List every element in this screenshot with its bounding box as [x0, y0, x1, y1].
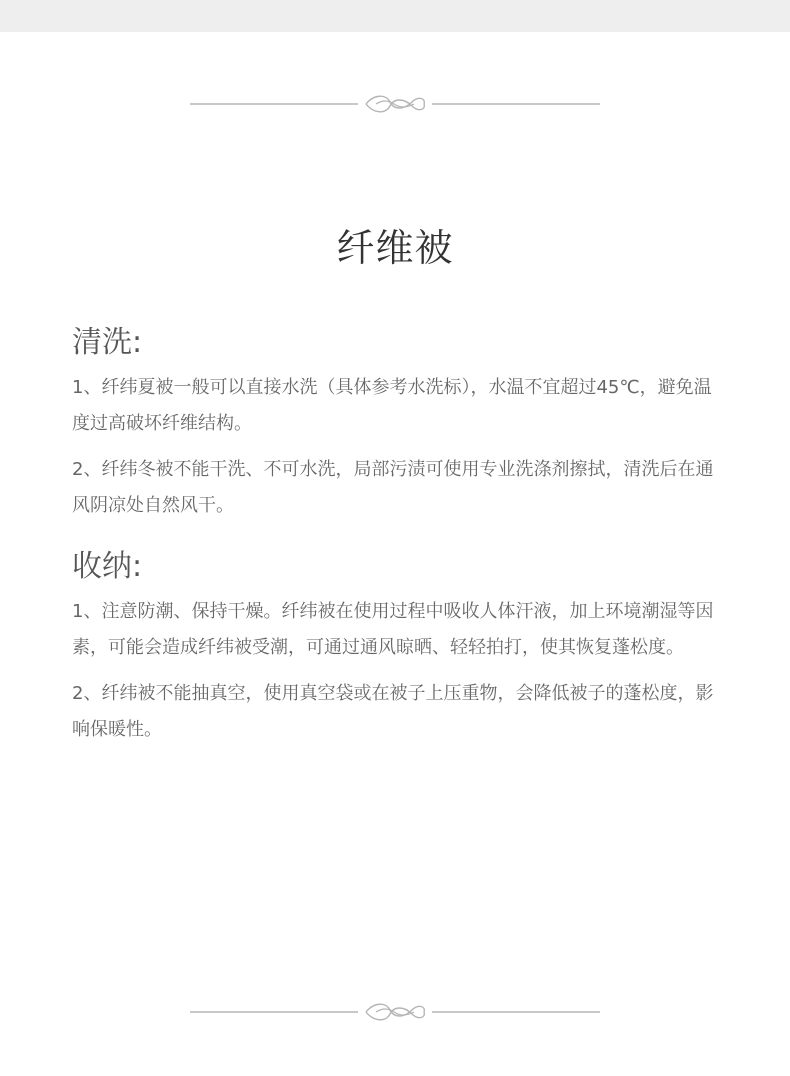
- section-storage: [72, 546, 722, 758]
- section-heading-washing: 清洗:: [72, 325, 143, 360]
- storage-paragraph-1: 1、注意防潮、保持干燥。纤纬被在使用过程中吸收人体汗液，加上环境潮湿等因素，可能会造成纤纬被受潮，可通过通风晾晒、轻轻拍打，使其恢复蓬松度。: [72, 601, 714, 658]
- storage-paragraph-2: 2、纤纬被不能抽真空，使用真空袋或在被子上压重物，会降低被子的蓬松度，影响保暖性。: [72, 683, 714, 740]
- washing-paragraph-1: 1、纤纬夏被一般可以直接水洗（具体参考水洗标），水温不宜超过45℃，避免温度过高破坏纤维结构。: [72, 377, 712, 434]
- section-washing: [72, 322, 722, 534]
- page-title: 纤维被: [336, 226, 454, 270]
- ornament-divider-top: [190, 92, 600, 116]
- washing-paragraph-2: 2、纤纬冬被不能干洗、不可水洗，局部污渍可使用专业洗涤剂擦拭，清洗后在通风阴凉处自然风干。: [72, 459, 714, 516]
- ornament-divider-bottom: [190, 1000, 600, 1024]
- section-heading-storage: 收纳:: [72, 549, 143, 584]
- top-band: [0, 0, 790, 32]
- ornament-divider-icon: [190, 92, 600, 116]
- ornament-divider-icon: [190, 1000, 600, 1024]
